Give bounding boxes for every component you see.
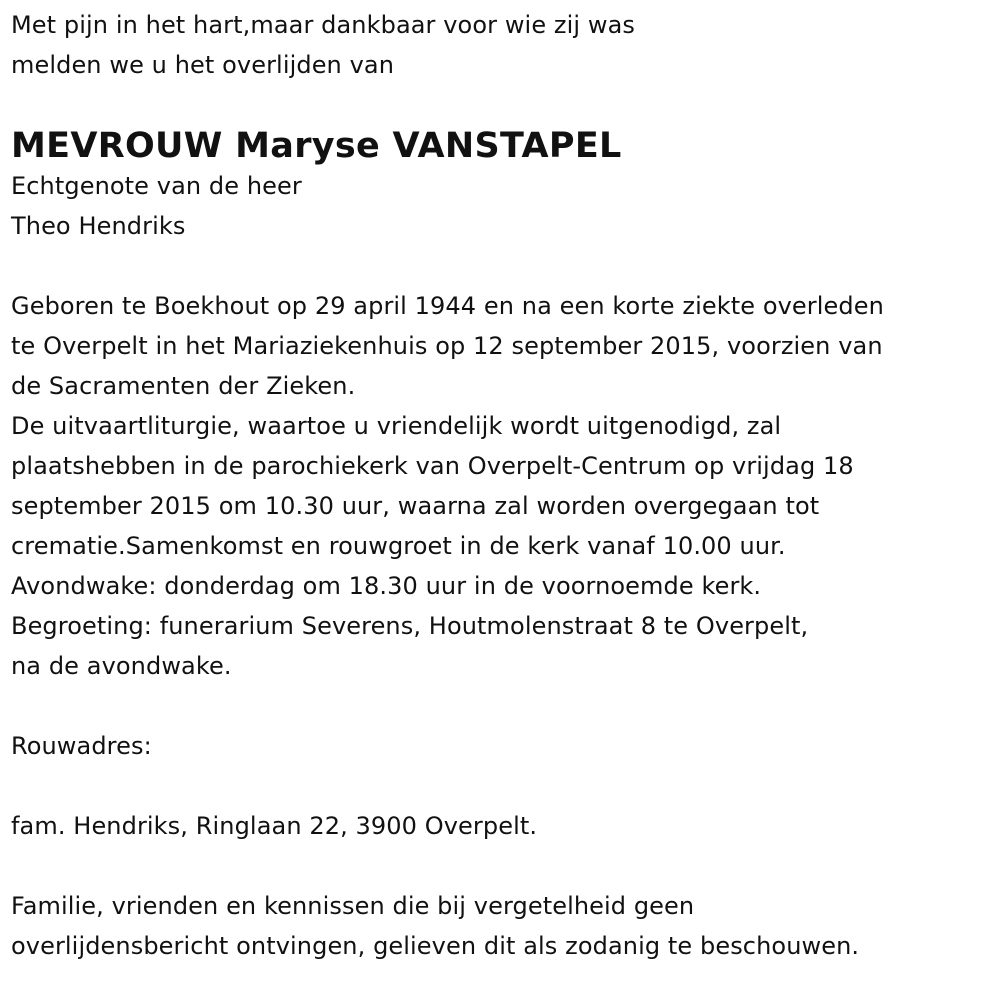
address-label: Rouwadres: [11, 732, 152, 760]
spouse-info [11, 166, 991, 246]
spouse-line: Echtgenote van de heer [11, 172, 302, 200]
intro-line: Met pijn in het hart,maar dankbaar voor wie zij was [11, 11, 636, 39]
intro-text [11, 5, 991, 85]
closing-line: Familie, vrienden en kennissen die bij vergetelheid geen [11, 892, 695, 920]
obituary-notice [11, 0, 991, 966]
body-line: te Overpelt in het Mariaziekenhuis op 12 september 2015, voorzien van [11, 332, 883, 360]
spacer [11, 246, 991, 286]
spacer [11, 846, 991, 886]
closing-line: overlijdensbericht ontvingen, gelieven dit als zodanig te beschouwen. [11, 932, 860, 960]
body-line: plaatshebben in de parochiekerk van Overpelt-Centrum op vrijdag 18 [11, 452, 854, 480]
spouse-line: Theo Hendriks [11, 212, 186, 240]
body-text [11, 286, 991, 686]
spacer [11, 766, 991, 806]
deceased-name: MEVROUW Maryse VANSTAPEL [11, 126, 622, 166]
body-line: crematie.Samenkomst en rouwgroet in de kerk vanaf 10.00 uur. [11, 532, 786, 560]
body-line: de Sacramenten der Zieken. [11, 372, 356, 400]
body-line: Geboren te Boekhout op 29 april 1944 en na een korte ziekte overleden [11, 292, 884, 320]
body-line: na de avondwake. [11, 652, 232, 680]
body-line: september 2015 om 10.30 uur, waarna zal worden overgegaan tot [11, 492, 820, 520]
closing-text [11, 886, 991, 966]
intro-line: melden we u het overlijden van [11, 51, 395, 79]
spacer [11, 686, 991, 726]
body-line: Begroeting: funerarium Severens, Houtmolenstraat 8 te Overpelt, [11, 612, 809, 640]
body-line: Avondwake: donderdag om 18.30 uur in de voornoemde kerk. [11, 572, 762, 600]
mourning-address: fam. Hendriks, Ringlaan 22, 3900 Overpelt. [11, 812, 538, 840]
body-line: De uitvaartliturgie, waartoe u vriendelijk wordt uitgenodigd, zal [11, 412, 782, 440]
